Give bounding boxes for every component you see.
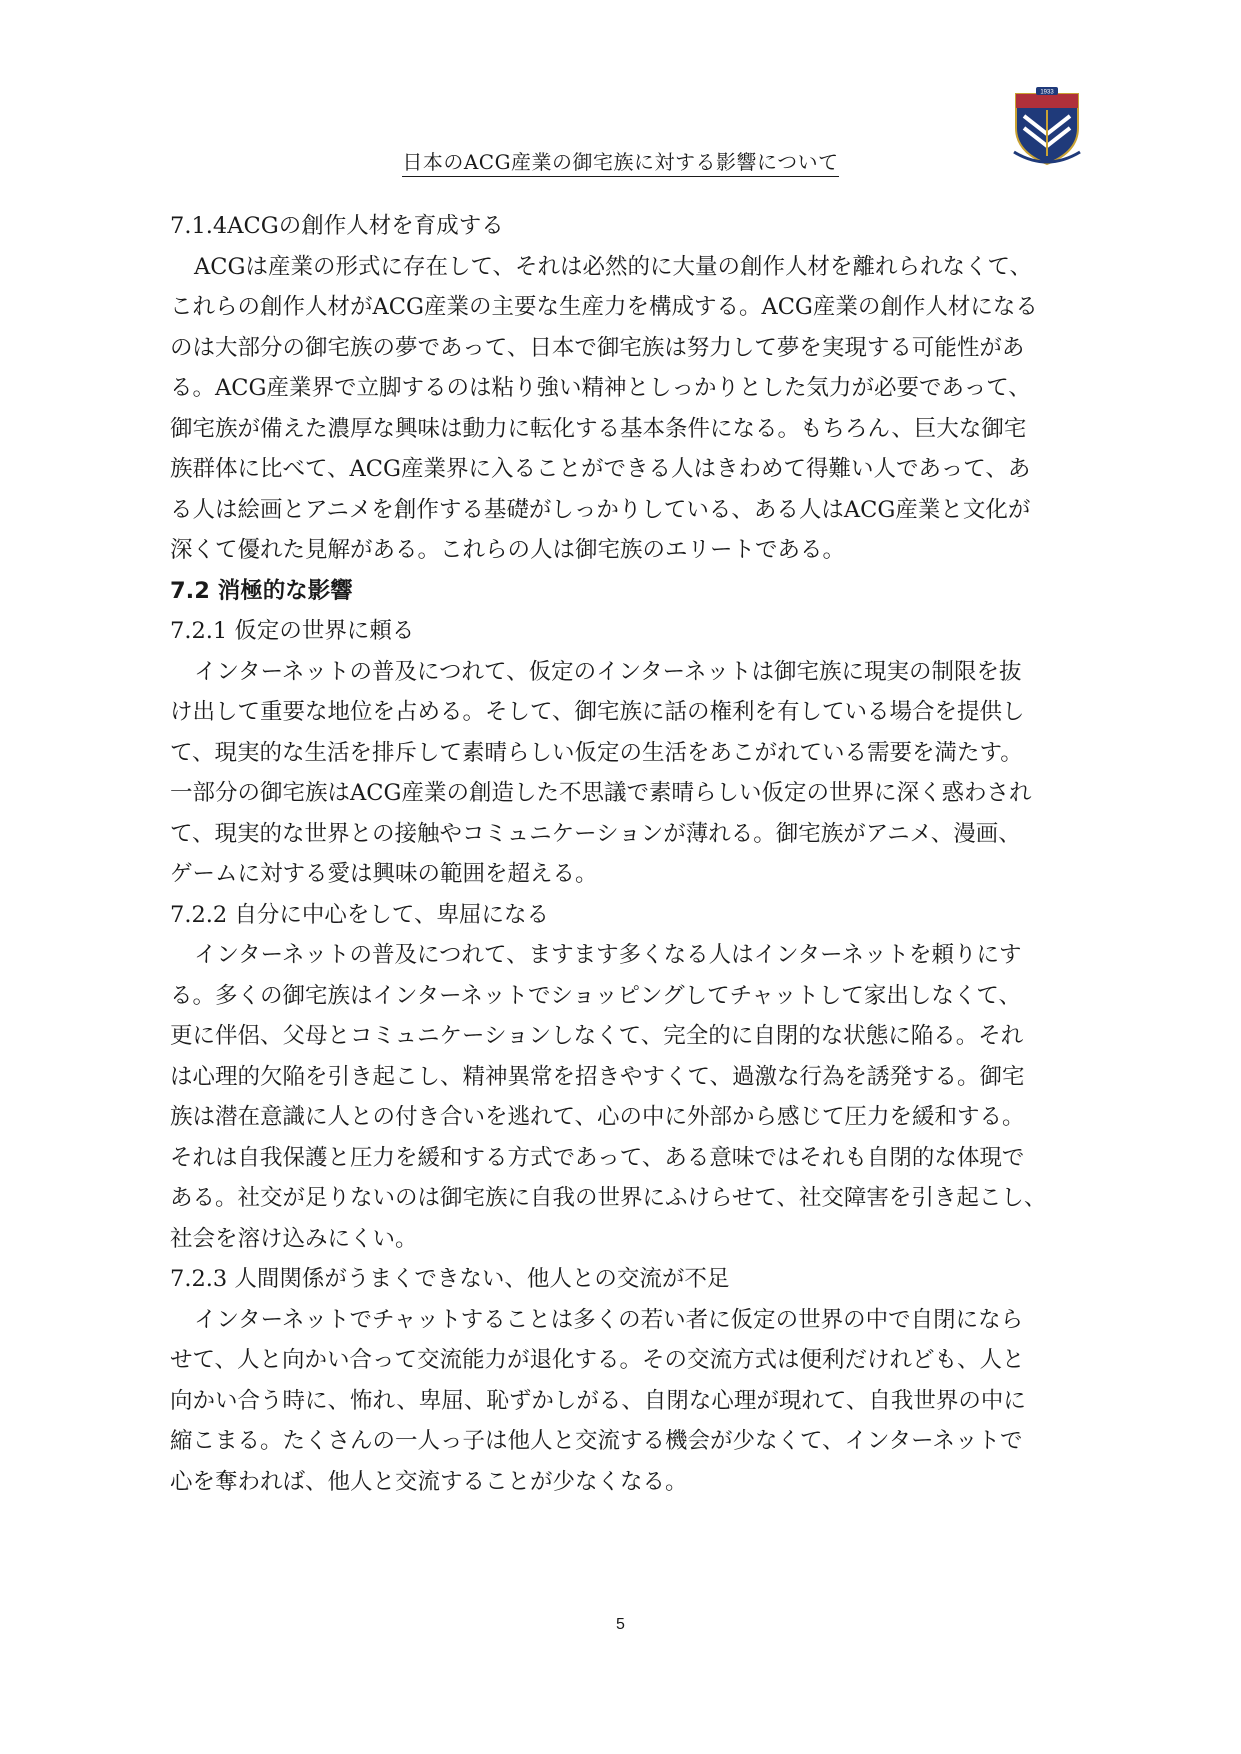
text-line: ある。社交が足りないのは御宅族に自我の世界にふけらせて、社交障害を引き起こし、 xyxy=(170,1185,1047,1211)
section-heading: 7.2 消極的な影響 xyxy=(170,577,353,604)
text-line: 社会を溶け込みにくい。 xyxy=(170,1225,418,1252)
text-line: て、現実的な生活を排斥して素晴らしい仮定の生活をあこがれている需要を満たす。 xyxy=(170,739,1023,766)
running-header xyxy=(0,146,1241,175)
text-line: 族群体に比べて、ACG産業界に入ることができる人はきわめて得難い人であって、あ xyxy=(170,456,1031,482)
subsection-heading: 7.2.3 人間関係がうまくできない、他人との交流が不足 xyxy=(170,1266,730,1292)
text-line: 深くて優れた見解がある。これらの人は御宅族のエリートである。 xyxy=(170,537,846,563)
text-line: る人は絵画とアニメを創作する基礎がしっかりしている、ある人はACG産業と文化が xyxy=(170,496,1031,523)
subsection-heading: 7.2.2 自分に中心をして、卑屈になる xyxy=(170,901,549,928)
text-line: インターネットの普及につれて、仮定のインターネットは御宅族に現実の制限を抜 xyxy=(194,658,1022,685)
subsection-heading: 7.2.1 仮定の世界に頼る xyxy=(170,618,415,644)
text-line: る。ACG産業界で立脚するのは粘り強い精神としっかりとした気力が必要であって、 xyxy=(170,375,1031,401)
text-line: 御宅族が備えた濃厚な興味は動力に転化する基本条件になる。もちろん、巨大な御宅 xyxy=(170,415,1027,442)
seal-year: 1933 xyxy=(1040,89,1054,96)
text-line: 向かい合う時に、怖れ、卑屈、恥ずかしがる、自閉な心理が現れて、自我世界の中に xyxy=(170,1387,1026,1414)
text-line: て、現実的な世界との接触やコミュニケーションが薄れる。御宅族がアニメ、漫画、 xyxy=(170,820,1021,847)
text-line: け出して重要な地位を占める。そして、御宅族に話の権利を有している場合を提供し xyxy=(170,699,1025,725)
text-line: ACGは産業の形式に存在して、それは必然的に大量の創作人材を離れられなくて、 xyxy=(194,253,1033,280)
text-line: る。多くの御宅族はインターネットでショッピングしてチャットして家出しなくて、 xyxy=(170,982,1021,1009)
text-line: せて、人と向かい合って交流能力が退化する。その交流方式は便利だけれども、人と xyxy=(170,1347,1025,1373)
text-line: インターネットでチャットすることは多くの若い者に仮定の世界の中で自閉になら xyxy=(194,1306,1024,1333)
text-line: それは自我保護と圧力を緩和する方式であって、ある意味ではそれも自閉的な体現で xyxy=(170,1144,1025,1171)
subsection-heading: 7.1.4ACGの創作人材を育成する xyxy=(170,213,504,239)
text-line: 族は潜在意識に人との付き合いを逃れて、心の中に外部から感じて圧力を緩和する。 xyxy=(170,1104,1025,1130)
text-line: は心理的欠陥を引き起こし、精神異常を招きやすくて、過激な行為を誘発する。御宅 xyxy=(170,1063,1025,1090)
text-line: 更に伴侶、父母とコミュニケーションしなくて、完全的に自閉的な状態に陥る。それ xyxy=(170,1023,1024,1049)
text-line: 心を奪われば、他人と交流することが少なくなる。 xyxy=(170,1468,688,1495)
text-line: これらの創作人材がACG産業の主要な生産力を構成する。ACG産業の創作人材になる xyxy=(170,294,1038,320)
text-line: のは大部分の御宅族の夢であって、日本で御宅族は努力して夢を実現する可能性があ xyxy=(170,334,1025,361)
header-title: 日本のACG産業の御宅族に対する影響について xyxy=(402,150,838,177)
page-number: 5 xyxy=(616,1616,625,1633)
text-line: インターネットの普及につれて、ますます多くなる人はインターネットを頼りにす xyxy=(194,942,1022,968)
text-line: ゲームに対する愛は興味の範囲を超える。 xyxy=(170,861,598,887)
text-line: 縮こまる。たくさんの一人っ子は他人と交流する機会が少なくて、インターネットで xyxy=(170,1428,1023,1454)
text-line: 一部分の御宅族はACG産業の創造した不思議で素晴らしい仮定の世界に深く惑わされ xyxy=(170,780,1032,806)
document-body xyxy=(170,206,1110,1502)
